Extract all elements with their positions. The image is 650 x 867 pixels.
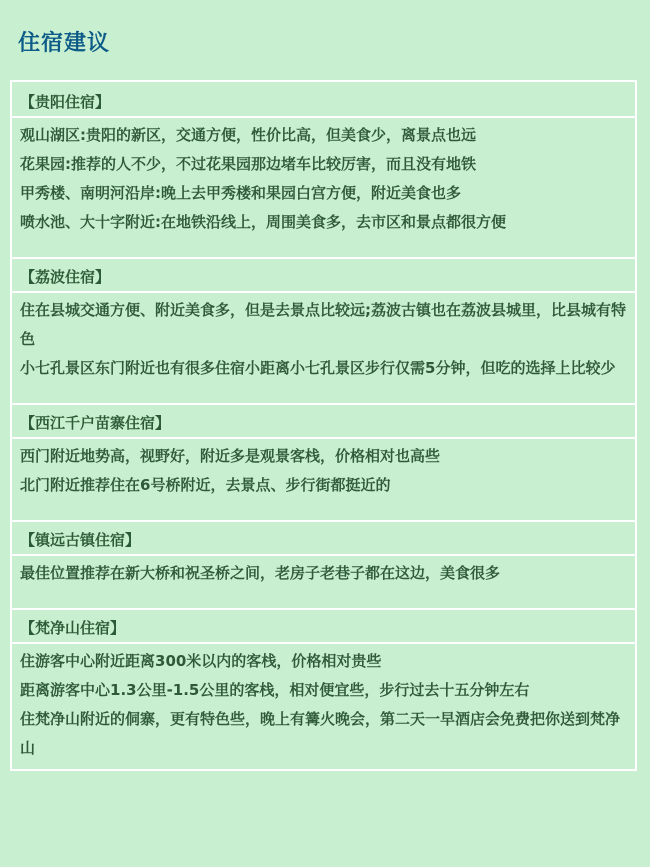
section-line: 北门附近推荐住在6号桥附近，去景点、步行街都挺近的	[20, 476, 391, 494]
section-libo	[12, 243, 635, 389]
section-heading: 【西江千户苗寨住宿】	[12, 403, 635, 439]
section-line: 观山湖区:贵阳的新区，交通方便，性价比高，但美食少，离景点也远	[20, 126, 477, 144]
section-line: 小七孔景区东门附近也有很多住宿小距离小七孔景区步行仅需5分钟，但吃的选择上比较少	[20, 359, 616, 377]
section-xijiang	[12, 389, 635, 506]
section-heading: 【梵净山住宿】	[12, 608, 635, 644]
section-line: 花果园:推荐的人不少，不过花果园那边堵车比较厉害，而且没有地铁	[20, 155, 477, 173]
section-line: 甲秀楼、南明河沿岸:晚上去甲秀楼和果园白宫方便，附近美食也多	[20, 184, 462, 202]
section-body	[12, 556, 635, 594]
section-line: 住在县城交通方便、附近美食多，但是去景点比较远;荔波古镇也在荔波县城里，比县城有特色	[20, 301, 627, 348]
lodging-table	[10, 80, 637, 771]
section-body	[12, 439, 635, 506]
section-zhenyuan	[12, 506, 635, 594]
section-line: 住梵净山附近的侗寨，更有特色些，晚上有篝火晚会，第二天一早酒店会免费把你送到梵净山	[20, 710, 621, 757]
section-heading: 【镇远古镇住宿】	[12, 520, 635, 556]
section-guiyang	[12, 82, 635, 243]
section-heading: 【荔波住宿】	[12, 257, 635, 293]
page-title: 住宿建议	[18, 31, 111, 56]
section-heading: 【贵阳住宿】	[12, 82, 635, 118]
section-line: 喷水池、大十字附近:在地铁沿线上，周围美食多，去市区和景点都很方便	[20, 213, 507, 231]
section-fanjingshan	[12, 594, 635, 769]
section-body	[12, 644, 635, 769]
section-line: 距离游客中心1.3公里-1.5公里的客栈，相对便宜些，步行过去十五分钟左右	[20, 681, 530, 699]
section-line: 西门附近地势高，视野好，附近多是观景客栈，价格相对也高些	[20, 447, 441, 465]
section-body	[12, 118, 635, 243]
section-body	[12, 293, 635, 389]
section-line: 住游客中心附近距离300米以内的客栈，价格相对贵些	[20, 652, 382, 670]
section-line: 最佳位置推荐在新大桥和祝圣桥之间，老房子老巷子都在这边，美食很多	[20, 564, 501, 582]
